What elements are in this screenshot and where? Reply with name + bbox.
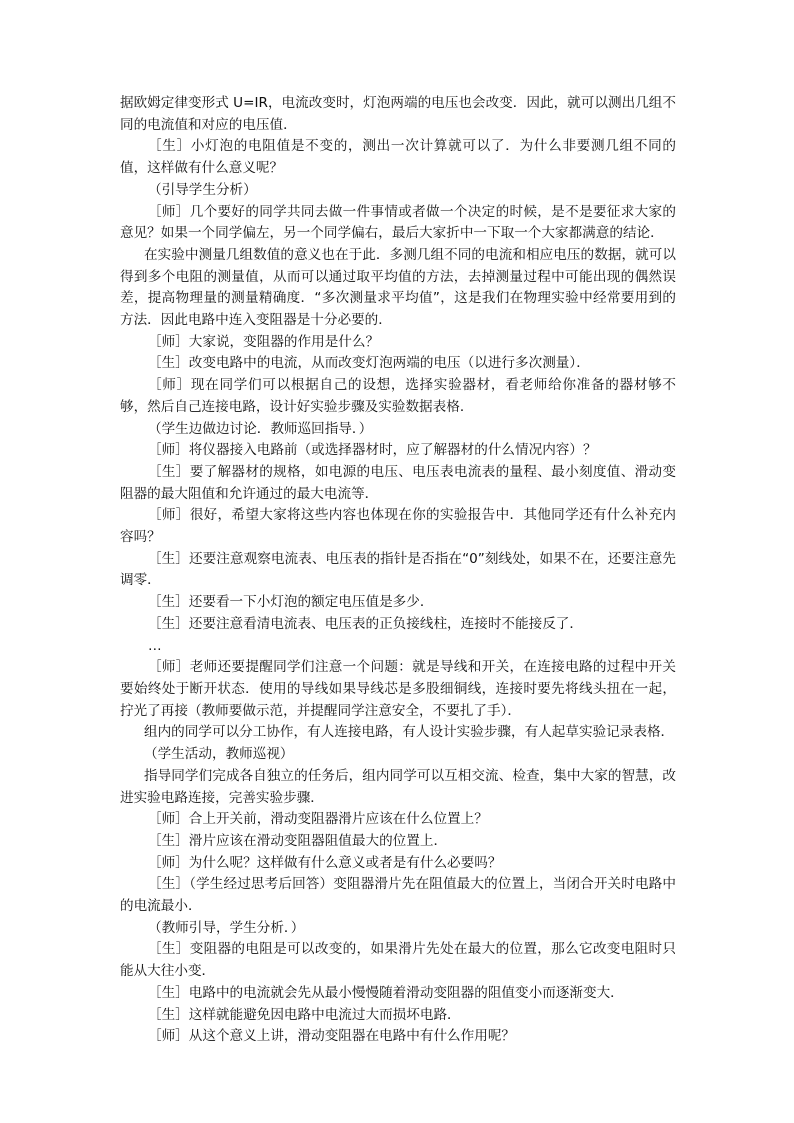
paragraph-teacher-slider-position: ［师］合上开关前，滑动变阻器滑片应该在什么位置上？ bbox=[148, 811, 488, 828]
paragraph-teacher-switch-wires: ［师］老师还要提醒同学们注意一个问题：就是导线和开关，在连接电路的过程中开关要始终处于断开状态．使用的导线如果导线芯是多股细铜线，连接时要先将线头扭在一起，拧光了再接（教师要做示范，并提醒同学注意安全，不要扎了手）． bbox=[120, 659, 676, 719]
paragraph-teacher-analogy: ［师］几个要好的同学共同去做一件事情或者做一个决定的时候，是不是要征求大家的意见？如果一个同学偏左，另一个同学偏右，最后大家折中一下取一个大家都满意的结论． bbox=[120, 203, 676, 242]
paragraph-student-terminals: ［生］还要注意看清电流表、电压表的正负接线柱，连接时不能接反了． bbox=[148, 615, 583, 632]
paragraph-student-min-current: ［生］（学生经过思考后回答）变阻器滑片先在阻值最大的位置上，当闭合开关时电路中的电流最小． bbox=[120, 876, 676, 915]
paragraph-teacher-report: ［师］很好，希望大家将这些内容也体现在你的实验报告中．其他同学还有什么补充内容吗？ bbox=[120, 507, 676, 546]
paragraph-student-current-increase: ［生］电路中的电流就会先从最小慢慢随着滑动变阻器的阻值变小而逐渐变大． bbox=[148, 984, 624, 1001]
paragraph-student-zero: ［生］还要注意观察电流表、电压表的指针是否指在“0”刻线处，如果不在，还要注意先调零． bbox=[120, 550, 676, 589]
paragraph-multiple-measurements: 在实验中测量几组数值的意义也在于此．多测几组不同的电流和相应电压的数据，就可以得到多个电阻的测量值，从而可以通过取平均值的方法，去掉测量过程中可能出现的偶然误差，提高物理量的测量精确度．“多次测量求平均值”，这是我们在物理实验中经常要用到的方法．因此电路中连入变阻器是十分必要的． bbox=[120, 246, 676, 329]
paragraph-teacher-function: ［师］从这个意义上讲，滑动变阻器在电路中有什么作用呢？ bbox=[148, 1028, 516, 1045]
paragraph-ohms-law: 据欧姆定律变形式 U=IR，电流改变时，灯泡两端的电压也会改变．因此，就可以测出几组不同的电流值和对应的电压值． bbox=[120, 95, 676, 133]
paragraph-ellipsis: … bbox=[148, 637, 162, 654]
paragraph-guide-groups: 指导同学们完成各自独立的任务后，组内同学可以互相交流、检查，集中大家的智慧，改进实验电路连接，完善实验步骤． bbox=[120, 767, 676, 806]
paragraph-student-activity: （学生活动，教师巡视） bbox=[144, 746, 294, 763]
paragraph-students-discuss: （学生边做边讨论．教师巡回指导．） bbox=[148, 420, 373, 437]
paragraph-group-cooperation: 组内的同学可以分工协作，有人连接电路，有人设计实验步骤，有人起草实验记录表格． bbox=[144, 724, 675, 741]
paragraph-student-specs: ［生］要了解器材的规格，如电源的电压、电压表电流表的量程、最小刻度值、滑动变阻器的最大阻值和允许通过的最大电流等． bbox=[120, 463, 676, 502]
paragraph-student-rheostat-answer: ［生］改变电路中的电流，从而改变灯泡两端的电压（以进行多次测量）． bbox=[148, 355, 590, 372]
paragraph-student-avoid-damage: ［生］这样就能避免因电路中电流过大而损坏电路． bbox=[148, 1006, 461, 1023]
paragraph-teacher-guide: （教师引导，学生分析．） bbox=[148, 919, 305, 936]
paragraph-teacher-why: ［师］为什么呢？这样做有什么意义或者是有什么必要吗？ bbox=[148, 854, 502, 871]
paragraph-student-rated-voltage: ［生］还要看一下小灯泡的额定电压值是多少． bbox=[148, 594, 434, 611]
paragraph-teacher-before-connect: ［师］将仪器接入电路前（或选择器材时，应了解器材的什么情况内容）？ bbox=[148, 442, 597, 459]
paragraph-guide-analysis: （引导学生分析） bbox=[148, 181, 257, 198]
paragraph-teacher-choose-equipment: ［师］现在同学们可以根据自己的设想，选择实验器材，看老师给你准备的器材够不够，然后自己连接电路，设计好实验步骤及实验数据表格． bbox=[120, 377, 676, 415]
paragraph-teacher-rheostat-role: ［师］大家说，变阻器的作用是什么？ bbox=[148, 333, 380, 350]
paragraph-student-resistance-change: ［生］变阻器的电阻是可以改变的，如果滑片先处在最大的位置，那么它改变电阻时只能从大往小变． bbox=[120, 941, 676, 980]
paragraph-student-question: ［生］小灯泡的电阻值是不变的，测出一次计算就可以了．为什么非要测几组不同的值，这样做有什么意义呢？ bbox=[120, 138, 676, 177]
paragraph-student-slider-max: ［生］滑片应该在滑动变阻器阻值最大的位置上． bbox=[148, 832, 448, 849]
document-body bbox=[120, 93, 676, 1048]
